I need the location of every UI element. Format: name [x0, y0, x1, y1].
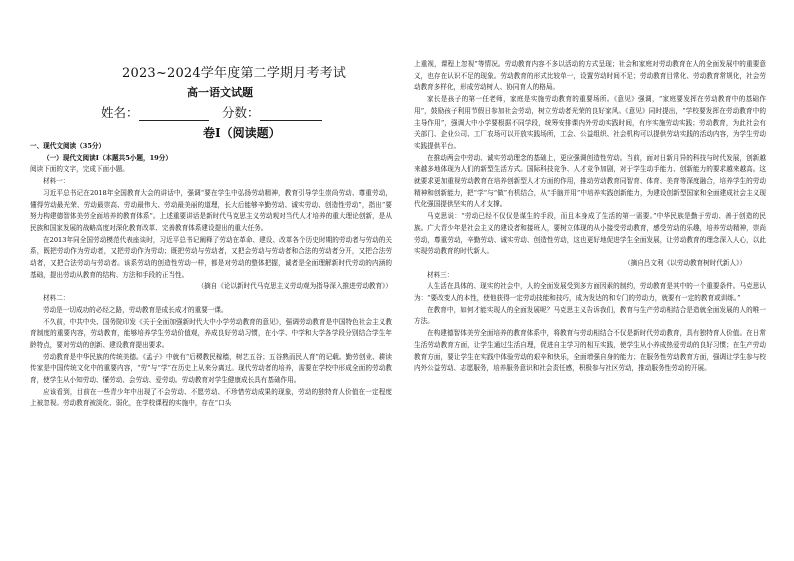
name-label: 姓名： [101, 105, 139, 120]
paragraph: 人生活在具体的、现实的社会中，人的全面发展受到多方面因素的制约，劳动教育是其中的一个重要条件。马克思认为：“要改变人的本性，使他获得一定劳动技能和技巧，成为发达的和专门的劳动力，就要有一定的教育或训练。” [414, 282, 766, 303]
paragraph: 在教育中，如何才能实现人的全面发展呢？马克思主义告诉我们，教育与生产劳动相结合是造就全面发展的人的唯一方法。 [414, 305, 766, 326]
paragraph: 在2013年同全国劳动模范代表座谈时，习近平总书记阐释了劳动在革命、建设、改革各个历史时期的劳动者与劳动的关系，既把劳动作为劳动者，又把劳动作为劳动；既把劳动与劳动者，又把会劳动与劳动者和合法的劳动者分开，又把合法劳动者，又把合法劳动与劳动者。该系劳动的创造性劳动一样，都是对劳动的整体把握，诚者是全面理解新时代劳动的内涵的基础，提出劳动从教育的结构、方法和手段的正当性。 [30, 235, 392, 279]
instruction: 阅读下面的文字，完成下面小题。 [30, 165, 129, 174]
paragraph: 家长是孩子的第一任老师，家庭是实施劳动教育的重要场所。《意见》强调，“家庭要发挥在劳动教育中的基础作用”，鼓励孩子利用节假日参加社会劳动，树立劳动者光荣的良好家风。《意见》同时提出，“学校要发挥在劳动教育中的主导作用”，强调大中小学要根据不同学段，统筹安排课内外劳动实践时间，有序实施劳动实践；劳动教育，为此社会有关部门、企业公司、工厂农场可以开放实践场所，工会、公益组织、社会机构可以提供劳动实践的活动内容，为学生劳动实践提供平台。 [414, 95, 766, 150]
score-label: 分数： [222, 105, 260, 120]
paragraph: 马克思说：“劳动已经不仅仅是谋生的手段，而且本身成了生活的第一需要。”中华民族是勤于劳动、善于创造的民族。广大青少年是社会主义的建设者和接班人，要树立体现的从小接受劳动教育，感受劳动的乐趣，培养劳动精神，崇尚劳动，尊重劳动，辛勤劳动、诚实劳动、创造性劳动，这也更好地促进学生全面发展，让劳动教育的理念深入人心，以此实现劳动教育的时代新人。 [414, 212, 766, 256]
citation: （摘自吕文利《以劳动教育树时代新人》） [624, 258, 746, 267]
name-blank [139, 107, 209, 121]
citation: （摘自《论以新时代马克思主义劳动观为指导深入推进劳动教育》） [197, 282, 392, 291]
subsection-heading: （一）现代文阅读Ⅰ（本题共5小题，19分） [43, 153, 172, 162]
paragraph: 在推动两会中劳动、诚实劳动理念的基础上，更应强调创造性劳动。当前，面对日新月异的科技与时代发展，创新越来越多地体现为人们的新型生活方式。国际科技竞争、人才竞争加剧，对于学生动手能力、创新能力的要求越来越高。这就要求更加重视劳动教育在培养创新型人才方面的作用，推动劳动教育同智育、体育、美育等深度融合，培养学生的劳动精神和创新能力，把“学”与“做”有机结合，从“手脑并用”中培养实践创新能力，为建设创新型国家和全面建成社会主义现代化强国提供坚实的人才支撑。 [414, 153, 766, 209]
paragraph: 习近平总书记在2018年全国教育大会的讲话中，强调“要在学生中弘扬劳动精神，教育引导学生崇尚劳动、尊重劳动，懂得劳动最光荣、劳动最崇高、劳动最伟大、劳动最美丽的道理，长大后能够辛勤劳动、诚实劳动、创造性劳动”，指出“要努力构建德智体美劳全面培养的教育体系”。上述重要讲话是新时代马克思主义劳动观对当代人才培养的重大理论创新，是从民族和国家发展的战略高度对深化教育改革、完善教育体系建设提出的重大任务。 [30, 188, 392, 232]
left-column [30, 141, 392, 410]
right-column [414, 59, 766, 375]
paragraph: 上重视，课程上忽视”等情况。劳动教育内容不多以活动的方式呈现；社会和家庭对劳动教育在人的全面发展中的重要意义，也存在认识不足的现象。劳动教育的形式比较单一，设置劳动时间不足；劳动教育目常化、劳动教育常规化，社会劳动教育多样化，形成劳动树人、协同育人的格局。 [414, 60, 766, 92]
section-heading: 一、现代文阅读（35分） [30, 142, 106, 150]
paragraph: 在构建德智体美劳全面培养的教育体系中，将教育与劳动相结合不仅是新时代劳动教育，具有独特育人价值。在日常生活劳动教育方面，让学生通过生活自理，促进自主学习的相互实践，使学生从小养成热爱劳动的良好习惯；在生产劳动教育方面，要让学生在实践中体验劳动的艰辛和快乐，全面增强自身的能力；在服务性劳动教育方面，强调让学生参与校内外公益劳动、志愿服务，培养服务意识和社会责任感，积极参与社区劳动，推动服务性劳动的开展。 [414, 329, 766, 373]
paragraph: 劳动是一切成功的必经之路，劳动教育是成长成才的重要一课。 [43, 305, 228, 314]
paragraph: 应该看到，目前在一些青少年中出现了不会劳动、不愿劳动、不珍惜劳动成果的现象，劳动的独特育人价值在一定程度上被忽视。劳动教育被淡化、弱化，在学校课程的实施中，存在“口头 [30, 387, 392, 408]
volume-heading: 卷Ⅰ（阅读题） [203, 126, 281, 140]
material-label: 材料二： [43, 294, 70, 303]
exam-subject: 高一语文试题 [187, 86, 253, 99]
material-label: 材料三： [427, 270, 454, 279]
material-label: 材料一： [43, 177, 70, 186]
paragraph: 劳动教育是中华民族的传统美德。《孟子》中就有“后稷教民稼穑，树艺五谷；五谷熟而民人育”的记载。勤劳创业、耕读传家是中国传统文化中的重要内容，“劳”与“学”在历史上从来分离过。现代劳动者的培养，需要在学校中形成全面的劳动教育，使学生从小知劳动、懂劳动、会劳动、爱劳动。劳动教育对学生健康成长具有基础作用。 [30, 352, 392, 385]
name-field [101, 103, 209, 121]
paragraph: 不久前，中共中央、国务院印发《关于全面加强新时代大中小学劳动教育的意见》，强调劳动教育是中国特色社会主义教育制度的重要内容，劳动教育，能够培养学生劳动价值观，养成良好劳动习惯，在小学、中学和大学各学段分别结合学生年龄特点，要对劳动的创新、建设教育提出要求。 [30, 317, 392, 349]
score-blank [260, 107, 322, 121]
exam-title: 2023~2024学年度第二学期月考考试 [122, 66, 347, 81]
score-field [222, 103, 322, 121]
